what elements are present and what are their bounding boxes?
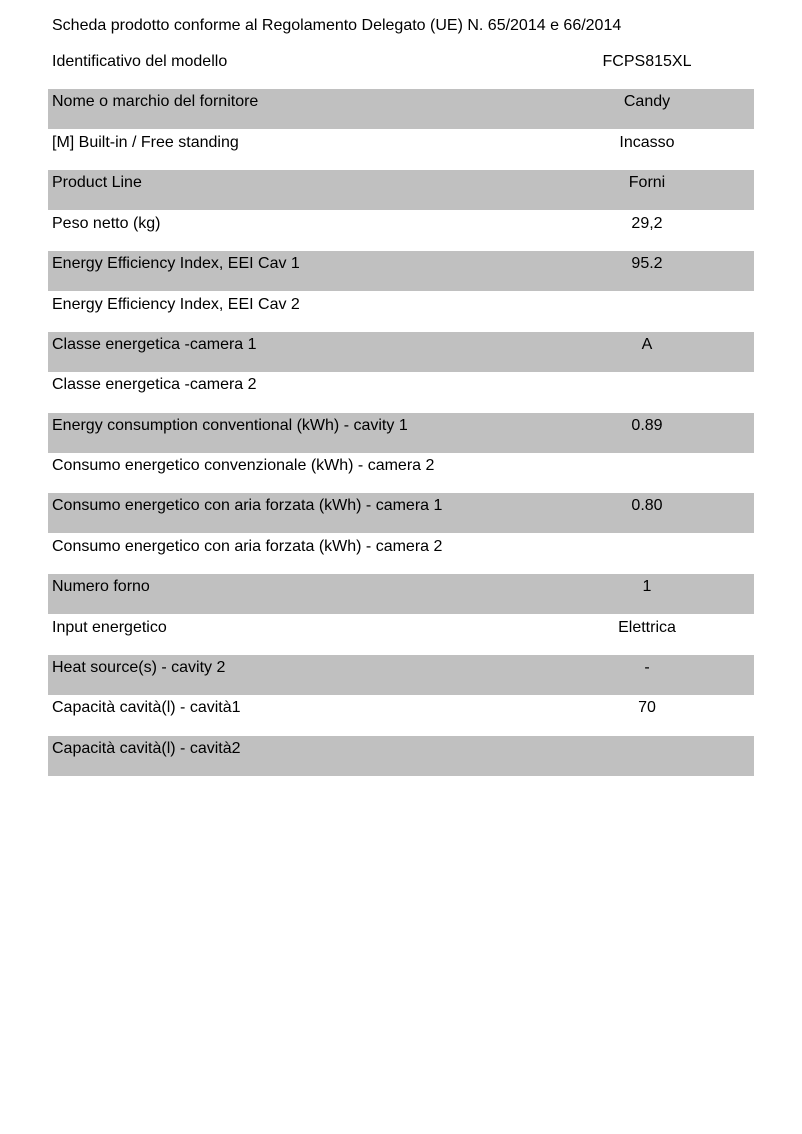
table-row-energy-input bbox=[48, 615, 754, 655]
row-value: 70 bbox=[638, 699, 656, 716]
row-label: Energy consumption conventional (kWh) - cavity 1 bbox=[52, 417, 408, 434]
table-row-fan-consumption-cav1 bbox=[48, 493, 754, 533]
row-value: 1 bbox=[642, 578, 652, 595]
row-value: - bbox=[644, 659, 650, 676]
table-row-heat-source-cav2 bbox=[48, 655, 754, 695]
table-row-capacity-cav1 bbox=[48, 695, 754, 735]
row-value: Forni bbox=[628, 174, 666, 191]
row-label: Peso netto (kg) bbox=[52, 215, 161, 232]
table-row-energy-class-cav1 bbox=[48, 332, 754, 372]
row-value: Candy bbox=[623, 93, 671, 110]
table-row-supplier bbox=[48, 89, 754, 129]
row-label: Capacità cavità(l) - cavità1 bbox=[52, 699, 241, 716]
row-value: Elettrica bbox=[618, 619, 676, 636]
row-label: Numero forno bbox=[52, 578, 150, 595]
row-value: 0.80 bbox=[631, 497, 663, 514]
row-label: Nome o marchio del fornitore bbox=[52, 93, 259, 110]
table-row-energy-class-cav2 bbox=[48, 372, 754, 412]
table-row-conv-consumption-cav2 bbox=[48, 453, 754, 493]
row-value: A bbox=[641, 336, 653, 353]
table-row-eei-cav1 bbox=[48, 251, 754, 291]
row-label: Energy Efficiency Index, EEI Cav 1 bbox=[52, 255, 300, 272]
table-row-fan-consumption-cav2 bbox=[48, 534, 754, 574]
table-row-eei-cav2 bbox=[48, 292, 754, 332]
table-row-capacity-cav2 bbox=[48, 736, 754, 776]
row-value: 29,2 bbox=[631, 215, 663, 232]
document-title: Scheda prodotto conforme al Regolamento Delegato (UE) N. 65/2014 e 66/2014 bbox=[52, 17, 622, 34]
table-row-product-line bbox=[48, 170, 754, 210]
row-label: Identificativo del modello bbox=[52, 53, 228, 70]
row-value: 0.89 bbox=[631, 417, 663, 434]
row-label: Input energetico bbox=[52, 619, 167, 636]
row-label: Consumo energetico con aria forzata (kWh) - camera 2 bbox=[52, 538, 443, 555]
row-label: Heat source(s) - cavity 2 bbox=[52, 659, 226, 676]
row-value: Incasso bbox=[619, 134, 675, 151]
row-label: Capacità cavità(l) - cavità2 bbox=[52, 740, 241, 757]
table-row-net-weight bbox=[48, 211, 754, 251]
row-label: Energy Efficiency Index, EEI Cav 2 bbox=[52, 296, 300, 313]
row-label: Classe energetica -camera 1 bbox=[52, 336, 257, 353]
table-row-oven-count bbox=[48, 574, 754, 614]
row-value: 95.2 bbox=[631, 255, 663, 272]
row-label: Classe energetica -camera 2 bbox=[52, 376, 257, 393]
row-label: [M] Built-in / Free standing bbox=[52, 134, 239, 151]
table-row-conv-consumption-cav1 bbox=[48, 413, 754, 453]
table-row-model-id bbox=[48, 49, 754, 89]
row-label: Product Line bbox=[52, 174, 142, 191]
row-label: Consumo energetico convenzionale (kWh) - camera 2 bbox=[52, 457, 435, 474]
row-value: FCPS815XL bbox=[602, 53, 692, 70]
row-label: Consumo energetico con aria forzata (kWh) - camera 1 bbox=[52, 497, 443, 514]
table-row-installation bbox=[48, 130, 754, 170]
